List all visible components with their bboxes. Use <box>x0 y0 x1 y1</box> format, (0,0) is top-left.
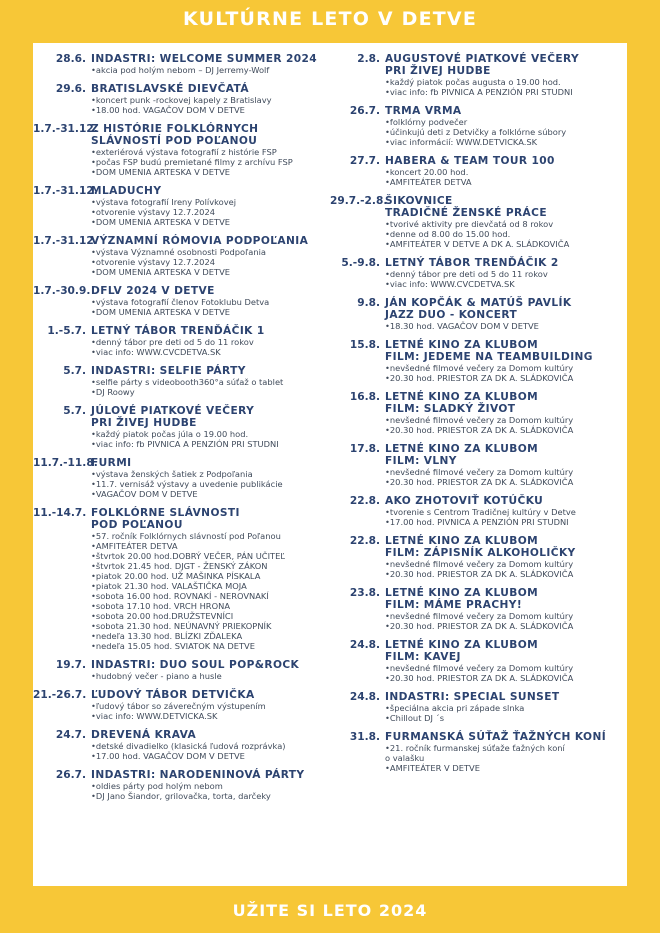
event-detail: •17.00 hod. VAGAČOV DOM V DETVE <box>91 751 245 761</box>
event-item <box>330 495 627 527</box>
event-detail: •11.7. vernisáž výstavy a uvedenie publikácie <box>91 479 283 489</box>
event-detail: •výstava ženských šatiek z Podpoľania <box>91 469 253 479</box>
event-date: 1.-5.7. <box>47 325 86 337</box>
event-title: VÝZNAMNÍ RÓMOVIA PODPOĽANIA <box>91 235 309 247</box>
event-item <box>330 155 627 187</box>
event-detail: •nedeľa 15.05 hod. SVIATOK NA DETVE <box>91 641 255 651</box>
event-title: JÁN KOPČÁK & MATÚŠ PAVLÍK <box>385 297 572 309</box>
event-detail: •21. ročník furmanskej súťaže ťažných koní <box>385 743 565 753</box>
event-title: ŠIKOVNICE <box>385 195 453 207</box>
event-detail: •denne od 8.00 do 15.00 hod. <box>385 229 511 239</box>
event-detail: •koncert punk -rockovej kapely z Bratislavy <box>91 95 272 105</box>
event-date: 21.-26.7. <box>33 689 87 701</box>
event-item <box>33 405 330 449</box>
event-title: FURMANSKÁ SÚŤAŽ ŤAŽNÝCH KONÍ <box>385 731 607 743</box>
event-date: 9.8. <box>357 297 380 309</box>
event-detail: •výstava fotografií členov Fotoklubu Detva <box>91 297 270 307</box>
event-detail: •účinkujú deti z Detvičky a folklórne súbory <box>385 127 567 137</box>
event-detail: •nevšedné filmové večery za Domom kultúry <box>385 363 574 373</box>
event-body <box>91 457 330 499</box>
event-title: FOLKLÓRNE SLÁVNOSTI <box>91 507 240 519</box>
event-detail: •hudobný večer - piano a husle <box>91 671 222 681</box>
event-detail: •DOM UMENIA ARTESKA V DETVE <box>91 167 231 177</box>
event-detail: o valašku <box>385 753 425 763</box>
event-detail: •viac info: WWW.DETVICKA.SK <box>91 711 218 721</box>
event-detail: •18.00 hod. VAGAČOV DOM V DETVE <box>91 105 245 115</box>
event-date: 1.7.-31.12. <box>33 185 98 197</box>
event-body <box>385 535 627 579</box>
event-body <box>91 325 330 357</box>
event-title: FILM: SLADKÝ ŽIVOT <box>385 403 516 415</box>
event-item <box>33 659 330 681</box>
event-item <box>33 365 330 397</box>
event-item <box>330 535 627 579</box>
event-body <box>385 587 627 631</box>
event-detail: •AMFITEÁTER DETVA <box>385 177 472 187</box>
event-title: FILM: MÁME PRACHY! <box>385 599 523 611</box>
event-body <box>385 339 627 383</box>
event-detail: •20.30 hod. PRIESTOR ZA DK A. SLÁDKOVIČA <box>385 477 574 487</box>
left-column <box>33 53 330 809</box>
event-detail: •AMFITEÁTER DETVA <box>91 541 178 551</box>
event-date: 31.8. <box>349 731 380 743</box>
event-date: 29.7.-2.8. <box>330 195 388 207</box>
event-item <box>33 729 330 761</box>
event-date: 2.8. <box>357 53 380 65</box>
event-detail: •nevšedné filmové večery za Domom kultúry <box>385 663 574 673</box>
event-detail: •DJ Roowy <box>91 387 135 397</box>
event-detail: •sobota 16.00 hod. ROVNAKÍ - NEROVNAKÍ <box>91 591 269 601</box>
event-body <box>385 195 627 249</box>
event-title: LETNÉ KINO ZA KLUBOM <box>385 339 539 351</box>
event-item <box>330 339 627 383</box>
event-title: LETNÉ KINO ZA KLUBOM <box>385 587 539 599</box>
event-detail: •tvorenie s Centrom Tradičnej kultúry v Detve <box>385 507 576 517</box>
event-detail: •viac info: WWW.CVCDETVA.SK <box>91 347 221 357</box>
event-body <box>385 155 627 187</box>
event-date: 1.7.-30.9. <box>33 285 91 297</box>
event-item <box>330 639 627 683</box>
events-panel <box>33 43 627 886</box>
page-header: KULTÚRNE LETO V DETVE <box>182 8 478 30</box>
event-detail: •piatok 21.30 hod. VALAŠTIČKA MOJA <box>91 581 247 591</box>
event-item <box>330 297 627 331</box>
event-detail: •sobota 20.00 hod.DRUŽSTEVNÍCI <box>91 611 234 621</box>
event-title: FILM: JEDEME NA TEAMBUILDING <box>385 351 593 363</box>
event-item <box>33 689 330 721</box>
event-body <box>385 691 627 723</box>
event-title: LETNÉ KINO ZA KLUBOM <box>385 443 539 455</box>
event-detail: •AMFITEÁTER V DETVE A DK A. SLÁDKOVIČA <box>385 239 570 249</box>
event-item <box>33 457 330 499</box>
event-detail: •VAGAČOV DOM V DETVE <box>91 489 198 499</box>
event-date: 28.6. <box>55 53 86 65</box>
event-item <box>33 185 330 227</box>
event-detail: •sobota 17.10 hod. VRCH HRONA <box>91 601 230 611</box>
event-item <box>33 285 330 317</box>
event-detail: •štvrtok 21.45 hod. DJGT - ŽENSKÝ ZÁKON <box>91 561 268 571</box>
event-item <box>33 235 330 277</box>
event-body <box>91 235 330 277</box>
event-title: Z HISTÓRIE FOLKLÓRNYCH <box>91 123 259 135</box>
event-item <box>330 105 627 147</box>
event-title: INDASTRI: SELFIE PÁRTY <box>91 365 246 377</box>
event-date: 24.7. <box>55 729 86 741</box>
event-title: LETNÉ KINO ZA KLUBOM <box>385 639 539 651</box>
event-title: JÚLOVÉ PIATKOVÉ VEČERY <box>91 405 255 417</box>
event-title: ĽUDOVÝ TÁBOR DETVIČKA <box>91 689 255 701</box>
event-detail: •každý piatok počas júla o 19.00 hod. <box>91 429 249 439</box>
event-body <box>385 53 627 97</box>
event-title: LETNÉ KINO ZA KLUBOM <box>385 535 539 547</box>
event-detail: •57. ročník Folklórnych slávností pod Poľanou <box>91 531 281 541</box>
event-detail: •nevšedné filmové večery za Domom kultúry <box>385 467 574 477</box>
event-body <box>91 507 330 651</box>
event-title: INDASTRI: NARODENINOVÁ PÁRTY <box>91 769 305 781</box>
event-detail: •výstava Významné osobnosti Podpoľania <box>91 247 266 257</box>
event-date: 22.8. <box>349 535 380 547</box>
event-body <box>91 689 330 721</box>
event-body <box>385 257 627 289</box>
event-body <box>385 731 627 773</box>
event-item <box>33 53 330 75</box>
event-title: FILM: ZÁPISNÍK ALKOHOLIČKY <box>385 547 576 559</box>
event-item <box>33 123 330 177</box>
event-date: 5.7. <box>63 365 86 377</box>
event-body <box>91 285 330 317</box>
event-detail: •počas FSP budú premietané filmy z archívu FSP <box>91 157 293 167</box>
event-date: 23.8. <box>349 587 380 599</box>
event-detail: •sobota 21.30 hod. NEÚNAVNÝ PRIEKOPNÍK <box>91 621 272 631</box>
event-detail: •otvorenie výstavy 12.7.2024 <box>91 207 216 217</box>
event-date: 11.-14.7. <box>33 507 87 519</box>
event-body <box>91 365 330 397</box>
event-body <box>385 639 627 683</box>
event-title: PRI ŽIVEJ HUDBE <box>91 417 197 429</box>
event-body <box>385 105 627 147</box>
event-item <box>33 83 330 115</box>
event-title: POD POĽANOU <box>91 519 183 531</box>
event-body <box>91 53 330 75</box>
event-detail: •Chillout DJ ´s <box>385 713 445 723</box>
event-detail: •špeciálna akcia pri západe slnka <box>385 703 525 713</box>
event-title: INDASTRI: WELCOME SUMMER 2024 <box>91 53 318 65</box>
event-title: DFLV 2024 V DETVE <box>91 285 215 297</box>
event-detail: •exteriérová výstava fotografií z histórie FSP <box>91 147 277 157</box>
event-title: LETNÝ TÁBOR TRENĎÁČIK 1 <box>91 325 265 337</box>
event-detail: •viac informácií: WWW.DETVICKA.SK <box>385 137 538 147</box>
event-detail: •nevšedné filmové večery za Domom kultúry <box>385 559 574 569</box>
event-detail: •selfie párty s videobooth360°a súťaž o tablet <box>91 377 284 387</box>
event-item <box>33 507 330 651</box>
event-detail: •20.30 hod. PRIESTOR ZA DK A. SLÁDKOVIČA <box>385 621 574 631</box>
event-detail: •tvorivé aktivity pre dievčatá od 8 rokov <box>385 219 554 229</box>
event-title: TRADIČNÉ ŽENSKÉ PRÁCE <box>385 207 547 219</box>
event-body <box>91 185 330 227</box>
event-body <box>385 495 627 527</box>
event-detail: •DOM UMENIA ARTESKA V DETVE <box>91 307 231 317</box>
event-detail: •20.30 hod. PRIESTOR ZA DK A. SLÁDKOVIČA <box>385 425 574 435</box>
event-date: 1.7.-31.12. <box>33 123 98 135</box>
event-body <box>91 769 330 801</box>
event-date: 1.7.-31.12. <box>33 235 98 247</box>
event-date: 27.7. <box>349 155 380 167</box>
event-detail: •výstava fotografií Ireny Polívkovej <box>91 197 237 207</box>
event-item <box>330 587 627 631</box>
event-date: 24.8. <box>349 691 380 703</box>
event-date: 15.8. <box>349 339 380 351</box>
event-body <box>91 659 330 681</box>
event-detail: •detské divadielko (klasická ľudová rozprávka) <box>91 741 286 751</box>
event-title: AUGUSTOVÉ PIATKOVÉ VEČERY <box>385 53 580 65</box>
event-detail: •viac info: fb PIVNICA A PENZIÓN PRI STUDNI <box>91 439 279 449</box>
event-title: FILM: KAVEJ <box>385 651 461 663</box>
event-date: 5.7. <box>63 405 86 417</box>
event-detail: •viac info: WWW.CVCDETVA.SK <box>385 279 515 289</box>
event-title: LETNÉ KINO ZA KLUBOM <box>385 391 539 403</box>
event-item <box>330 691 627 723</box>
event-body <box>91 729 330 761</box>
event-detail: •nevšedné filmové večery za Domom kultúry <box>385 611 574 621</box>
event-detail: •AMFITEÁTER V DETVE <box>385 763 480 773</box>
page-footer: UŽITE SI LETO 2024 <box>232 901 428 920</box>
event-title: MLADUCHY <box>91 185 162 197</box>
event-body <box>91 123 330 177</box>
event-detail: •viac info: fb PIVNICA A PENZIÓN PRI STUDNI <box>385 87 573 97</box>
event-detail: •každý piatok počas augusta o 19.00 hod. <box>385 77 561 87</box>
event-title: LETNÝ TÁBOR TRENĎÁČIK 2 <box>385 257 559 269</box>
event-date: 17.8. <box>349 443 380 455</box>
event-detail: •otvorenie výstavy 12.7.2024 <box>91 257 216 267</box>
event-item <box>33 769 330 801</box>
event-detail: •akcia pod holým nebom – DJ Jerremy-Wolf <box>91 65 270 75</box>
event-date: 19.7. <box>55 659 86 671</box>
event-title: DREVENÁ KRAVA <box>91 729 197 741</box>
event-detail: •20.30 hod. PRIESTOR ZA DK A. SLÁDKOVIČA <box>385 569 574 579</box>
event-detail: •DOM UMENIA ARTESKA V DETVE <box>91 267 231 277</box>
event-date: 24.8. <box>349 639 380 651</box>
event-date: 29.6. <box>55 83 86 95</box>
event-title: HABERA & TEAM TOUR 100 <box>385 155 555 167</box>
event-detail: •oldies párty pod holým nebom <box>91 781 223 791</box>
right-column <box>330 53 627 781</box>
event-date: 26.7. <box>349 105 380 117</box>
event-body <box>385 297 627 331</box>
event-title: SLÁVNOSTÍ POD POĽANOU <box>91 135 258 147</box>
event-detail: •DOM UMENIA ARTESKA V DETVE <box>91 217 231 227</box>
event-date: 5.-9.8. <box>341 257 380 269</box>
event-item <box>330 391 627 435</box>
event-title: FURMI <box>91 457 132 469</box>
event-detail: •18.30 hod. VAGAČOV DOM V DETVE <box>385 321 539 331</box>
event-date: 22.8. <box>349 495 380 507</box>
event-detail: •folklórny podvečer <box>385 117 468 127</box>
event-date: 26.7. <box>55 769 86 781</box>
event-detail: •nevšedné filmové večery za Domom kultúry <box>385 415 574 425</box>
event-title: JAZZ DUO - KONCERT <box>385 309 518 321</box>
event-title: AKO ZHOTOVIŤ KOTÚČKU <box>385 495 544 507</box>
event-detail: •20.30 hod. PRIESTOR ZA DK A. SLÁDKOVIČA <box>385 673 574 683</box>
event-body <box>385 391 627 435</box>
event-item <box>330 731 627 773</box>
event-detail: •koncert 20.00 hod. <box>385 167 469 177</box>
event-body <box>91 83 330 115</box>
event-body <box>385 443 627 487</box>
event-body <box>91 405 330 449</box>
event-detail: •DJ Jano Šiandor, grilovačka, torta, darčeky <box>91 791 271 801</box>
event-detail: •20.30 hod. PRIESTOR ZA DK A. SLÁDKOVIČA <box>385 373 574 383</box>
event-title: BRATISLAVSKÉ DIEVČATÁ <box>91 83 249 95</box>
event-title: TRMA VRMA <box>385 105 462 117</box>
event-item <box>330 443 627 487</box>
event-item <box>330 195 627 249</box>
event-title: FILM: VLNY <box>385 455 457 467</box>
event-title: INDASTRI: SPECIAL SUNSET <box>385 691 560 703</box>
event-date: 16.8. <box>349 391 380 403</box>
event-detail: •17.00 hod. PIVNICA A PENZIÓN PRI STUDNI <box>385 517 569 527</box>
event-item <box>330 53 627 97</box>
event-detail: •nedeľa 13.30 hod. BLÍZKI ZĎALEKA <box>91 631 243 641</box>
event-detail: •ľudový tábor so záverečným výstupením <box>91 701 266 711</box>
event-title: INDASTRI: DUO SOUL POP&ROCK <box>91 659 300 671</box>
event-item <box>33 325 330 357</box>
event-date: 11.7.-11.8. <box>33 457 98 469</box>
event-item <box>330 257 627 289</box>
event-detail: •piatok 20.00 hod. UŽ MAŠINKA PÍSKALA <box>91 571 261 581</box>
event-detail: •denný tábor pre deti od 5 do 11 rokov <box>385 269 548 279</box>
event-detail: •štvrtok 20.00 hod.DOBRÝ VEČER, PÁN UČITEĽ <box>91 551 285 561</box>
event-title: PRI ŽIVEJ HUDBE <box>385 65 491 77</box>
event-detail: •denný tábor pre deti od 5 do 11 rokov <box>91 337 254 347</box>
